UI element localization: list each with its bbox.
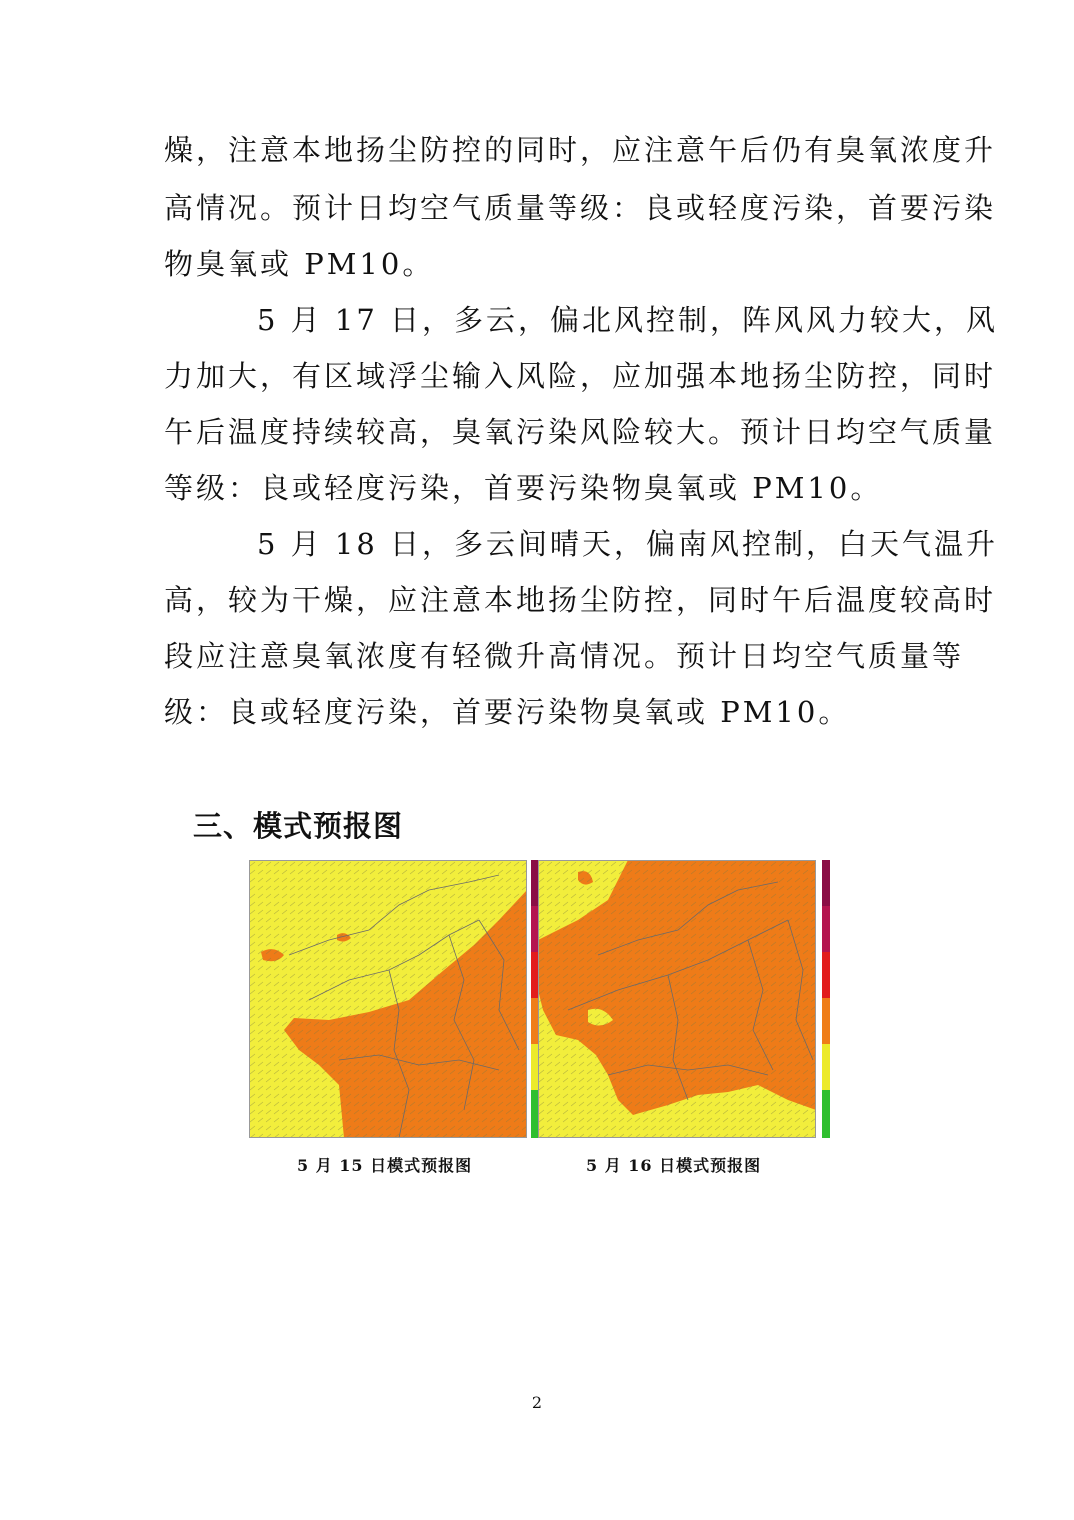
body-line: 物臭氧或 PM10。 bbox=[164, 247, 435, 281]
body-line: 力加大，有区域浮尘输入风险，应加强本地扬尘防控，同时 bbox=[164, 359, 997, 393]
forecast-map-may15 bbox=[249, 860, 539, 1140]
body-line: 5 月 17 日，多云，偏北风控制，阵风风力较大，风 bbox=[257, 303, 999, 337]
body-line: 等级：良或轻度污染，首要污染物臭氧或 PM10。 bbox=[164, 471, 883, 505]
section-heading: 三、模式预报图 bbox=[193, 809, 404, 843]
scale-step bbox=[822, 998, 830, 1044]
forecast-map-may16 bbox=[538, 860, 830, 1140]
body-line: 段应注意臭氧浓度有轻微升高情况。预计日均空气质量等 bbox=[164, 639, 965, 673]
scale-step bbox=[822, 1044, 830, 1090]
body-line: 燥，注意本地扬尘防控的同时，应注意午后仍有臭氧浓度升 bbox=[164, 133, 997, 167]
body-line: 高，较为干燥，应注意本地扬尘防控，同时午后温度较高时 bbox=[164, 583, 997, 617]
scale-step bbox=[822, 906, 830, 952]
page-number: 2 bbox=[531, 1393, 543, 1412]
map-image bbox=[249, 860, 539, 1140]
scale-step bbox=[822, 952, 830, 998]
body-line: 级：良或轻度污染，首要污染物臭氧或 PM10。 bbox=[164, 695, 851, 729]
body-line: 高情况。预计日均空气质量等级：良或轻度污染，首要污染 bbox=[164, 191, 997, 225]
body-line: 午后温度持续较高，臭氧污染风险较大。预计日均空气质量 bbox=[164, 415, 997, 449]
map-image bbox=[538, 860, 830, 1140]
figure-caption: 5 月 16 日模式预报图 bbox=[586, 1156, 762, 1175]
scale-step bbox=[822, 860, 830, 906]
body-line: 5 月 18 日，多云间晴天，偏南风控制，白天气温升 bbox=[257, 527, 999, 561]
figure-caption: 5 月 15 日模式预报图 bbox=[297, 1156, 473, 1175]
scale-step bbox=[822, 1090, 830, 1138]
